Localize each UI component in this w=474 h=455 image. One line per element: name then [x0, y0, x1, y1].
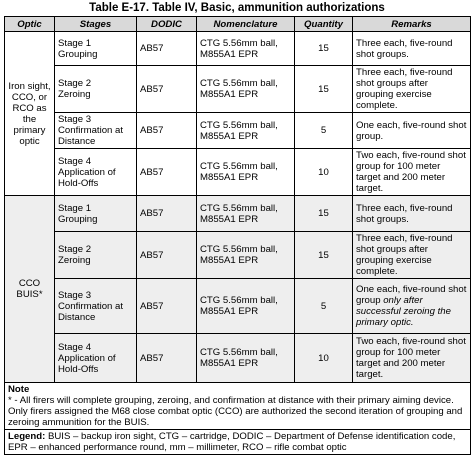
remarks-cell: Two each, five-round shot group for 100 meter target and 200 meter target. [353, 334, 471, 383]
stage-cell [55, 279, 137, 334]
stage-name: Distance [58, 136, 96, 147]
legend-label: Legend: [8, 431, 46, 442]
header-optic: Optic [5, 17, 55, 32]
stage-name: Distance [58, 311, 96, 323]
nomenclature-cell [197, 279, 295, 334]
stage-name: Confirmation at [58, 300, 124, 312]
stage-cell [55, 32, 137, 66]
stage-label: Stage 4 [58, 341, 92, 353]
remarks-cell: Three each, five-round shot groups after grouping exercise complete. [353, 232, 471, 279]
remarks-text: One each, five-round shot group [356, 284, 467, 306]
quantity-cell: 10 [295, 334, 353, 383]
nomenclature-cell [197, 149, 295, 196]
quantity-cell: 5 [295, 279, 353, 334]
quantity-cell: 10 [295, 149, 353, 196]
stage-name: Hold-Offs [58, 177, 99, 189]
dodic-cell: AB57 [137, 279, 197, 334]
stage-label: Stage 1 [58, 37, 92, 49]
nomenclature-line: CTG 5.56mm ball, [200, 347, 278, 358]
nomenclature-cell [197, 196, 295, 232]
stage-cell [55, 149, 137, 196]
nomenclature-line: M855A1 EPR [200, 89, 259, 100]
nomenclature-line: M855A1 EPR [200, 213, 259, 225]
remarks-cell [353, 279, 471, 334]
legend-cell [5, 430, 471, 455]
dodic-cell: AB57 [137, 113, 197, 149]
header-nomenclature: Nomenclature [197, 17, 295, 32]
nomenclature-line: CTG 5.56mm ball, [200, 202, 278, 214]
nomenclature-cell [197, 334, 295, 383]
nomenclature-cell [197, 113, 295, 149]
stage-name: Grouping [58, 213, 98, 225]
note-cell [5, 383, 471, 430]
stage-label: Stage 3 [58, 289, 92, 301]
stage-cell [55, 113, 137, 149]
legend-row [5, 430, 471, 455]
nomenclature-line: M855A1 EPR [200, 130, 259, 142]
nomenclature-cell [197, 32, 295, 66]
dodic-cell: AB57 [137, 66, 197, 113]
stage-label: Stage 4 [58, 155, 92, 167]
nomenclature-cell [197, 232, 295, 279]
quantity-cell: 15 [295, 32, 353, 66]
ammunition-table [4, 16, 471, 455]
dodic-cell: AB57 [137, 334, 197, 383]
stage-name: Grouping [58, 48, 98, 60]
table-row [5, 334, 471, 383]
header-remarks: Remarks [353, 17, 471, 32]
legend-text: BUIS – backup iron sight, CTG – cartridge, DODIC – Department of Defense identification code, EPR – enhanced performance round, mm – millimeter, RCO – rifle combat optic [8, 431, 456, 453]
stage-cell [55, 66, 137, 113]
note-label: Note [8, 384, 30, 395]
remarks-cell: Two each, five-round shot group for 100 meter target and 200 meter target. [353, 149, 471, 196]
dodic-cell: AB57 [137, 232, 197, 279]
remarks-cell: Three each, five-round shot groups after grouping exercise complete. [353, 66, 471, 113]
nomenclature-line: CTG 5.56mm ball, [200, 244, 278, 255]
stage-label: Stage 1 [58, 202, 92, 214]
nomenclature-line: CTG 5.56mm ball, [200, 37, 278, 49]
nomenclature-line: CTG 5.56mm ball, [200, 78, 278, 89]
nomenclature-line: CTG 5.56mm ball, [200, 295, 278, 306]
optic-cell [5, 196, 55, 383]
header-row [5, 17, 471, 32]
table-row [5, 196, 471, 232]
stage-name: Zeroing [58, 255, 91, 266]
nomenclature-line: M855A1 EPR [200, 48, 259, 60]
table-row [5, 32, 471, 66]
optic-line: BUIS* [16, 289, 43, 300]
optic-line: CCO [18, 278, 41, 289]
stage-name: Application of [58, 166, 116, 178]
nomenclature-line: M855A1 EPR [200, 306, 259, 317]
nomenclature-line: M855A1 EPR [200, 358, 259, 369]
stage-cell [55, 334, 137, 383]
header-dodic: DODIC [137, 17, 197, 32]
stage-name: Hold-Offs [58, 363, 99, 375]
stage-label: Stage 2 [58, 78, 92, 89]
optic-cell: Iron sight, CCO, or RCO as the primary optic [5, 32, 55, 196]
table-row [5, 279, 471, 334]
stage-name: Application of [58, 352, 116, 364]
note-text: * - All firers will complete grouping, zeroing, and confirmation at distance with their primary aiming device. Only firers assigned the M68 close combat optic (CCO) are authorized the second iteration of grouping and zeroing ammunition for the BUIS. [8, 395, 463, 428]
quantity-cell: 15 [295, 196, 353, 232]
nomenclature-line: M855A1 EPR [200, 255, 259, 266]
nomenclature-line: M855A1 EPR [200, 172, 259, 183]
remarks-cell: Three each, five-round shot groups. [353, 32, 471, 66]
nomenclature-line: CTG 5.56mm ball, [200, 119, 278, 131]
stage-label: Stage 2 [58, 244, 92, 255]
quantity-cell: 15 [295, 232, 353, 279]
quantity-cell: 5 [295, 113, 353, 149]
nomenclature-line: CTG 5.56mm ball, [200, 161, 278, 172]
table-row [5, 113, 471, 149]
table-row [5, 232, 471, 279]
nomenclature-cell [197, 66, 295, 113]
dodic-cell: AB57 [137, 32, 197, 66]
table-row [5, 66, 471, 113]
dodic-cell: AB57 [137, 196, 197, 232]
header-quantity: Quantity [295, 17, 353, 32]
stage-name: Confirmation at [58, 125, 124, 136]
quantity-cell: 15 [295, 66, 353, 113]
table-row [5, 149, 471, 196]
remarks-emphasis: only after successful zeroing the primary optic. [356, 295, 451, 328]
stage-cell [55, 196, 137, 232]
stage-cell [55, 232, 137, 279]
dodic-cell: AB57 [137, 149, 197, 196]
remarks-cell: One each, five-round shot group. [353, 113, 471, 149]
remarks-cell: Three each, five-round shot groups. [353, 196, 471, 232]
stage-name: Zeroing [58, 89, 91, 100]
note-row [5, 383, 471, 430]
stage-label: Stage 3 [58, 114, 92, 125]
table-title: Table E-17. Table IV, Basic, ammunition authorizations [89, 2, 385, 14]
header-stages: Stages [55, 17, 137, 32]
